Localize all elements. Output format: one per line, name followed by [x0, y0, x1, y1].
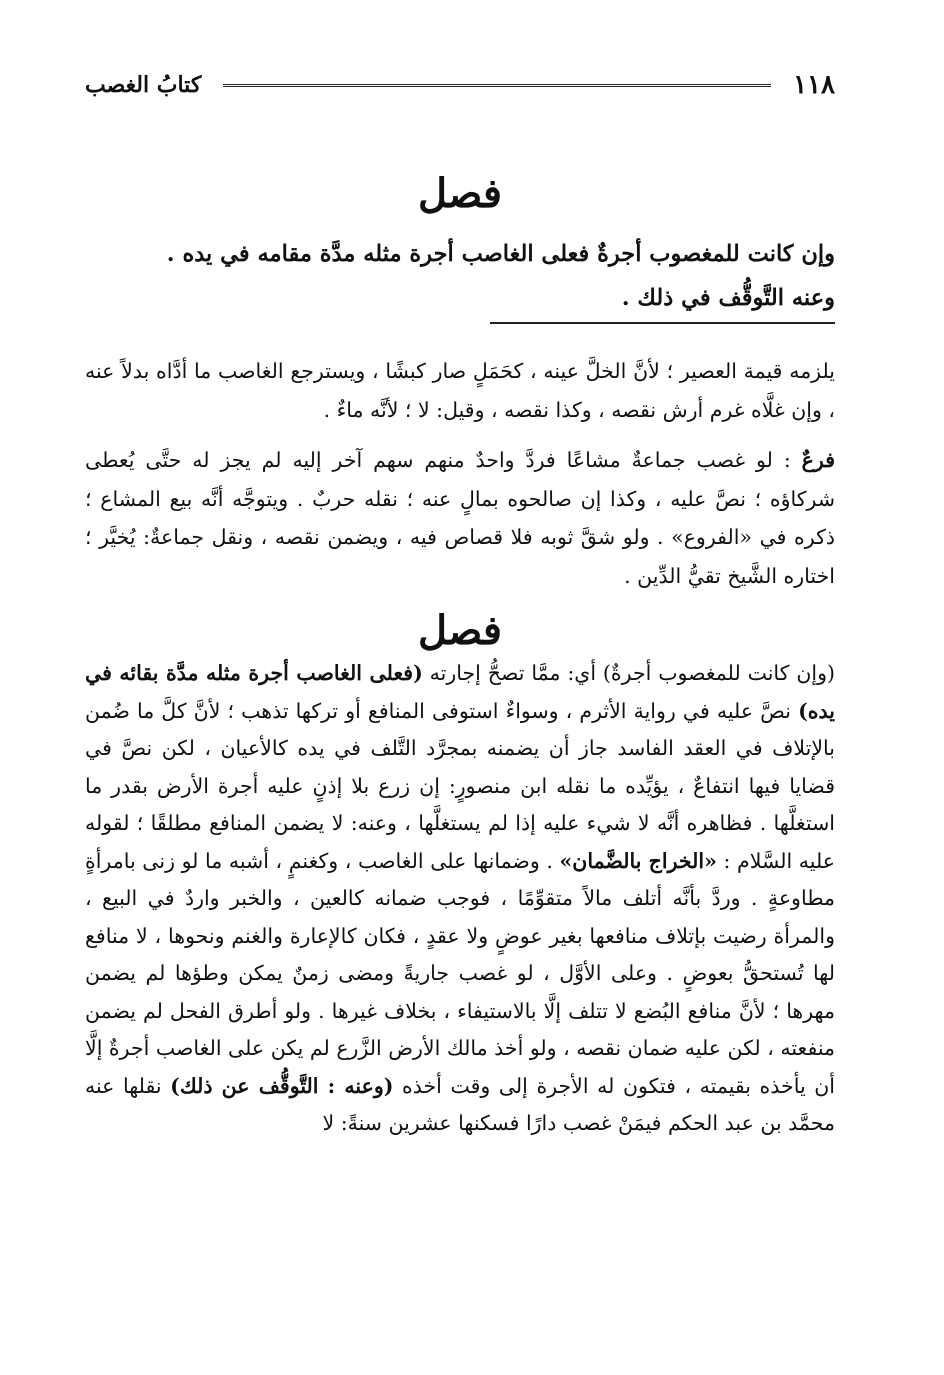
page-header — [85, 60, 835, 110]
section-heading: فصل — [417, 607, 503, 654]
sharh-text: نصَّ عليه في رواية الأثرم ، وسواءٌ استوفى المنافع أو تركها تذهب ؛ لأنَّ كلَّ ما ضُمن بالإتلاف في العقد الفاسد جاز أن يضمنه بمجرَّد التَّلف في يده كالأعيان ، لكن نصَّ في قضايا فيها انتفاعٌ ، يؤيِّده ما نقله ابن منصورٍ: إن زرع بلا إذنٍ عليه أجرة الأرض بقدر ما استغلَّها . فظاهره أنَّه لا شيء عليه إذا لم يستغلَّها ، وعنه: لا يضمن المنافع مطلقًا ؛ لقوله عليه السَّلام : — [85, 698, 835, 873]
far-label: فرعٌ — [801, 448, 835, 472]
matn-divider — [490, 322, 835, 324]
commentary-paragraph — [85, 441, 835, 595]
matn-quote: (وعنه : التَّوقُّف عن ذلك) — [170, 1073, 394, 1098]
book-page — [85, 60, 835, 1340]
sharh-text: (وإن كانت للمغصوب أجرةٌ) أي: ممَّا تصحُّ إجارته — [422, 661, 835, 685]
sharh-paragraph — [85, 655, 835, 1143]
hadith-quote: «الخراج بالضَّمان» — [559, 848, 717, 873]
sharh-text: . وضمانها على الغاصب ، وكغنمٍ ، أشبه ما لو زنى بامرأةٍ مطاوعةٍ . وردَّ بأنَّه أتلف مالاً متقوِّمًا ، فوجب ضمانه كالعين ، والخبر واردٌ في البيع ، والمرأة رضيت بإتلاف منافعها بغير عوضٍ ولا عقدٍ ، فكان كالإعارة والغنم ونحوها ، لا منافع لها تُستحقُّ بعوضٍ . وعلى الأوَّل ، لو غصب جاريةً ومضى زمنٌ يمكن وطؤها لم يضمن مهرها ؛ لأنَّ منافع البُضع لا تتلف إلَّا بالاستيفاء ، بخلاف غيرها . ولو أطرق الفحل لم يضمن منفعته ، لكن عليه ضمان نقصه ، ولو أخذ مالك الأرض الزَّرع لم يكن على الغاصب أجرةٌ إلَّا أن يأخذه بقيمته ، فتكون له الأجرة إلى وقت أخذه — [85, 848, 835, 1098]
header-rule — [223, 84, 771, 87]
matn-text — [85, 232, 835, 320]
section-heading: فصل — [417, 170, 503, 217]
matn-line: وإن كانت للمغصوب أجرةٌ فعلى الغاصب أجرة مثله مدَّة مقامه في يده . — [166, 241, 835, 267]
matn-line: وعنه التَّوقُّف في ذلك . — [621, 285, 835, 311]
matn-quote: (فعلى الغاصب أجرة مثله مدَّة بقائه في يده) — [85, 661, 835, 723]
commentary-paragraph: يلزمه قيمة العصير ؛ لأنَّ الخلَّ عينه ، كحَمَلٍ صار كبشًا ، ويسترجع الغاصب ما أدَّاه بدلاً عنه ، وإن غلَّاه غرم أرش نقصه ، وكذا نقصه ، وقيل: لا ؛ لأنَّه ماءٌ . — [85, 359, 835, 422]
sharh-text: نقلها عنه محمَّد بن عبد الحكم فيمَنْ غصب دارًا فسكنها عشرين سنةً: لا — [85, 1073, 835, 1135]
running-title: كتابُ الغصب — [85, 72, 202, 98]
paragraph-text: : لو غصب جماعةٌ مشاعًا فردَّ واحدٌ منهم سهم آخر إليه لم يجز له حتَّى يُعطى شركاؤه ؛ نصَّ عليه ، وكذا إن صالحوه بمالٍ عنه ؛ نقله حربٌ . ويتوجَّه أنَّه بيع المشاع ؛ ذكره في «الفروع» . ولو شقَّ ثوبه فلا قصاص فيه ، ويضمن نقصه ، ونقل جماعةٌ: يُخيَّر ؛ اختاره الشَّيخ تقيُّ الدِّين . — [85, 448, 835, 588]
page-number: ١١٨ — [793, 70, 835, 100]
